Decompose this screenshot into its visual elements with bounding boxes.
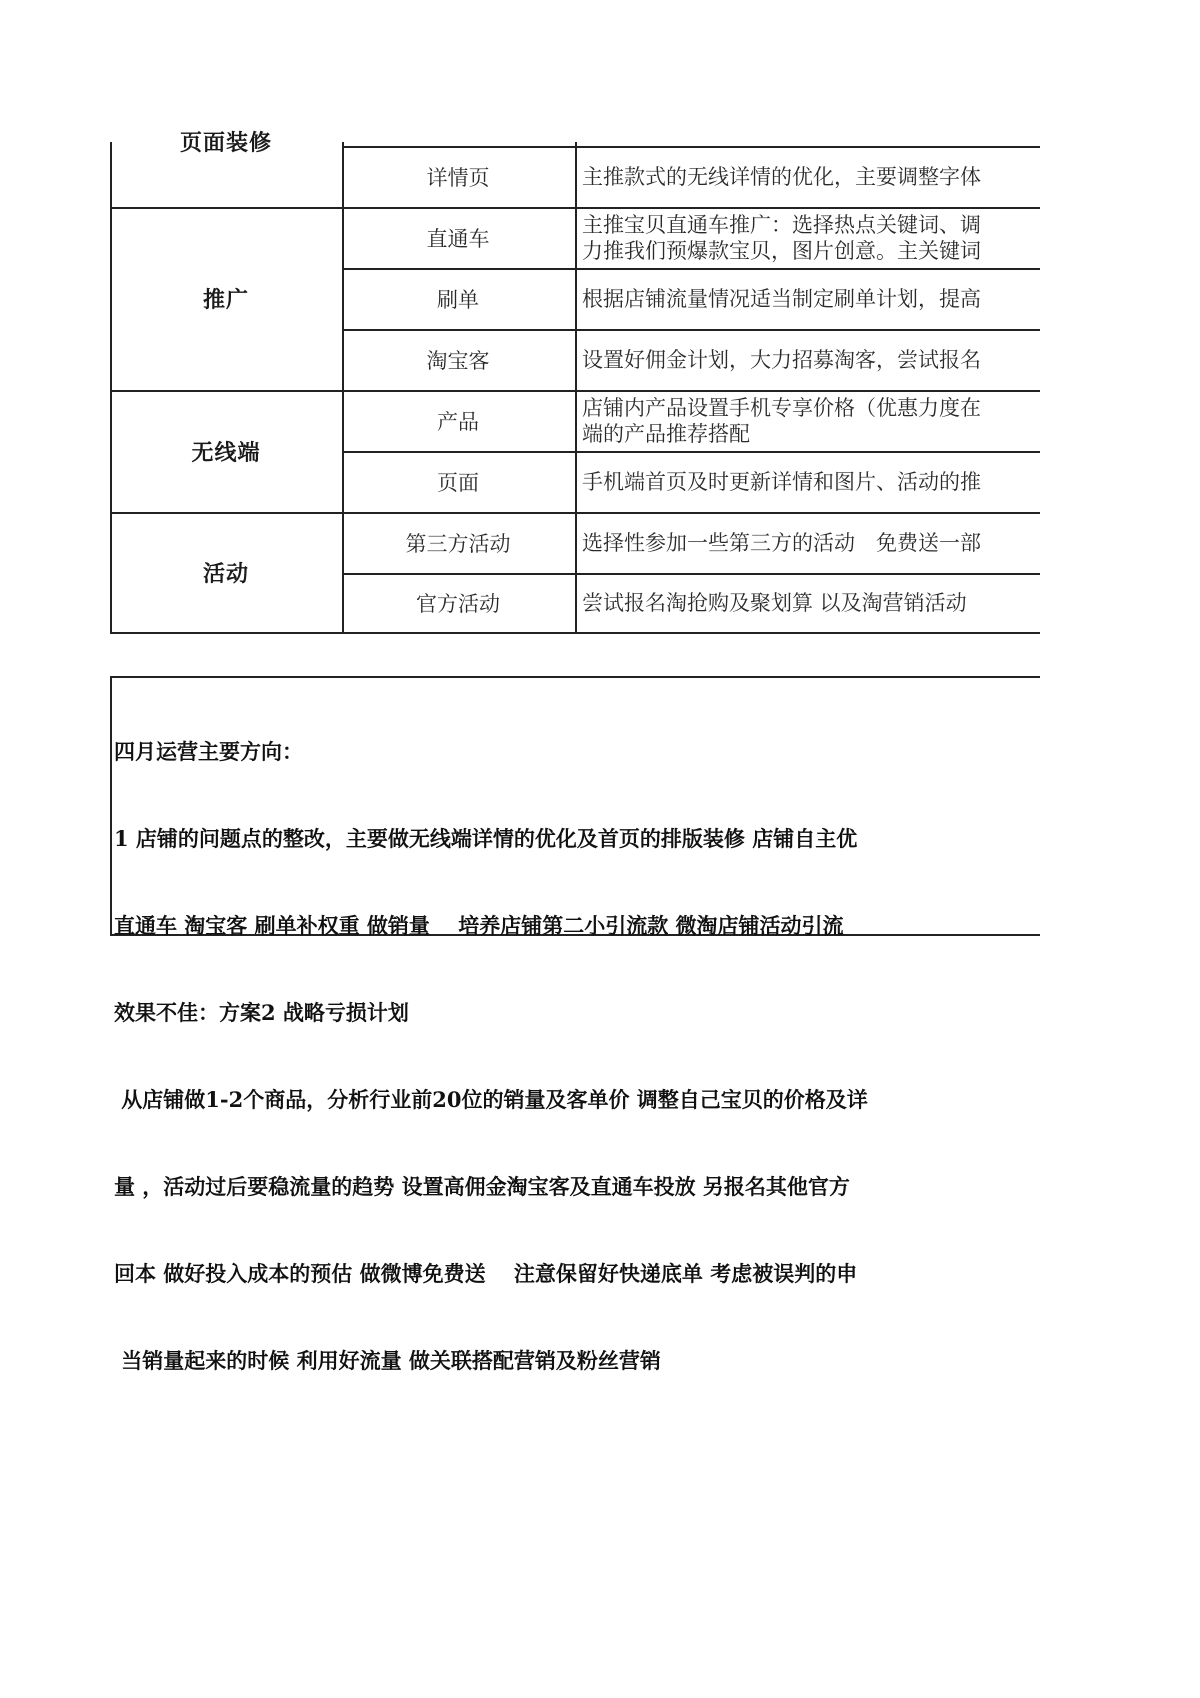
category-label: 无线端 [191,440,261,466]
description-through-train [582,207,1040,268]
description-official-activity [582,573,1040,632]
description-third-party-activity [582,512,1040,573]
description-detail-page [582,146,1040,207]
notes-line: 效果不佳：方案2 战略亏损计划 [114,1000,409,1025]
sub-item-page: 页面 [437,470,479,495]
description-line: 端的产品推荐搭配 [582,421,750,446]
sub-item-detail-page: 详情页 [426,165,490,190]
category-label: 页面装修 [179,130,272,156]
description-line: 力推我们预爆款宝贝，图片创意。主关键词 [582,238,981,263]
notes-line: 回本 做好投入成本的预估 做微博免费送 注意保留好快递底单 考虑被误判的申 [114,1261,858,1286]
notes-line: 量 ，活动过后要稳流量的趋势 设置高佣金淘宝客及直通车投放 另报名其他官方 [114,1174,850,1199]
category-page-decoration [110,106,342,176]
operations-table [110,130,1040,632]
description-line: 主推款式的无线详情的优化，主要调整字体 [582,164,981,189]
sub-item-through-train: 直通车 [426,226,490,251]
category-activities [110,512,342,632]
notes-line: 直通车 淘宝客 刷单补权重 做销量 培养店铺第二小引流款 微淘店铺活动引流 [114,913,844,938]
description-line: 尝试报名淘抢购及聚划算 以及淘营销活动 [582,590,967,615]
sub-item-brushing: 刷单 [437,287,479,312]
category-wireless [110,390,342,512]
column-border [575,142,577,633]
description-line: 店铺内产品设置手机专享价格（优惠力度在 [582,395,981,420]
notes-heading: 四月运营主要方向： [114,739,303,764]
notes-text [114,679,1040,1433]
category-label: 推广 [202,288,249,313]
box-border-top [110,676,1040,678]
description-line: 选择性参加一些第三方的活动 免费送一部 [582,530,981,555]
description-page [582,451,1040,512]
category-promotion [110,207,342,390]
description-line: 手机端首页及时更新详情和图片、活动的推 [582,469,981,494]
notes-line: 当销量起来的时候 利用好流量 做关联搭配营销及粉丝营销 [114,1348,661,1373]
sub-item-taobaoke: 淘宝客 [426,348,490,373]
description-line: 设置好佣金计划，大力招募淘客，尝试报名 [582,347,981,372]
box-border-left [110,676,112,935]
description-line: 根据店铺流量情况适当制定刷单计划，提高 [582,286,981,311]
sub-item-official-activity: 官方活动 [416,591,500,616]
sub-item-third-party-activity: 第三方活动 [405,531,511,556]
description-product [582,390,1040,451]
april-operations-notes [110,676,1040,1373]
notes-line: 1 店铺的问题点的整改，主要做无线端详情的优化及首页的排版装修 店铺自主优 [114,826,858,851]
description-taobaoke [582,329,1040,390]
sub-item-product: 产品 [437,409,479,434]
description-line: 主推宝贝直通车推广：选择热点关键词、调 [582,212,981,237]
description-brushing [582,268,1040,329]
category-label: 活动 [202,561,249,587]
notes-line: 从店铺做1-2个商品，分析行业前20位的销量及客单价 调整自己宝贝的价格及详 [114,1087,868,1112]
